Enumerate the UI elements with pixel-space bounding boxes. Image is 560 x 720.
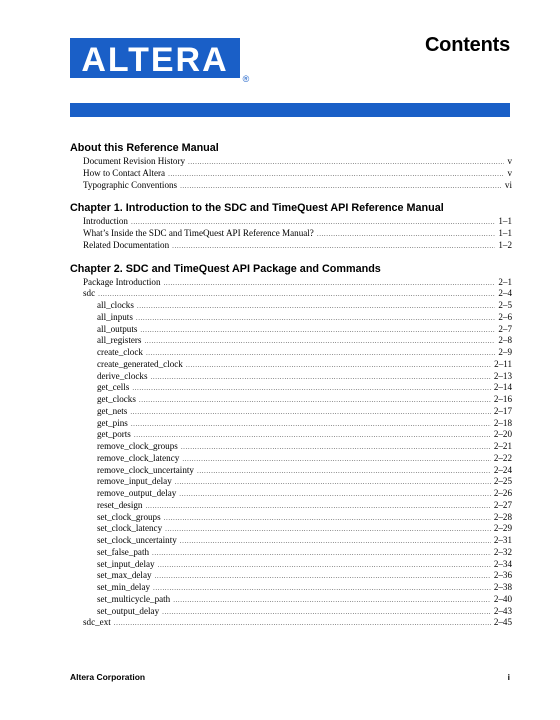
toc-entry-label: get_clocks (97, 394, 136, 404)
footer-page-number: i (507, 672, 510, 682)
toc-entry-label: Document Revision History (83, 156, 186, 166)
dot-leader (188, 157, 504, 169)
toc-entry-label: remove_output_delay (97, 488, 177, 498)
toc-entry[interactable] (70, 347, 512, 359)
toc-entry[interactable] (70, 156, 512, 168)
toc-entry-label: Introduction (83, 216, 128, 227)
toc-entry-page: 2–40 (493, 593, 512, 604)
toc-entry[interactable] (70, 168, 512, 180)
dot-leader (186, 360, 491, 372)
toc-entry-label: all_clocks (97, 300, 134, 310)
section-heading: Chapter 2. SDC and TimeQuest API Package and Commands (70, 262, 381, 275)
toc-entry-page: 2–8 (498, 335, 512, 346)
toc-entry[interactable] (70, 617, 512, 629)
toc-entry[interactable] (70, 418, 512, 430)
toc-entry-label: set_clock_latency (97, 523, 163, 534)
toc-entry[interactable] (70, 382, 512, 394)
dot-leader (180, 181, 502, 193)
dot-leader (146, 348, 495, 360)
dot-leader (165, 524, 491, 536)
toc-entry[interactable] (70, 453, 512, 465)
toc-entry-page: 2–25 (493, 476, 512, 487)
toc-entry[interactable] (70, 606, 512, 618)
logo-wordmark: ALTERA (81, 41, 229, 79)
toc-entry[interactable] (70, 582, 512, 594)
toc-entry[interactable] (70, 180, 512, 192)
toc-entry-label: reset_design (97, 499, 143, 510)
dot-leader (175, 477, 491, 489)
dot-leader (197, 466, 491, 478)
toc-entry[interactable] (70, 300, 512, 312)
toc-entry[interactable] (70, 359, 512, 371)
toc-entry-label: Related Documentation (83, 239, 170, 250)
section-heading: Chapter 1. Introduction to the SDC and TimeQuest API Reference Manual (70, 202, 444, 215)
page-title: Contents (424, 34, 510, 56)
toc-entry-label: set_multicycle_path (97, 593, 171, 604)
toc-entry-label: all_inputs (97, 311, 133, 322)
toc-entry[interactable] (70, 335, 512, 347)
toc-entry-page: 2–6 (498, 311, 512, 322)
toc-entry[interactable] (70, 406, 512, 418)
toc-entry-page: vi (504, 179, 512, 190)
toc-entry-page: 2–11 (494, 358, 512, 369)
dot-leader (139, 395, 491, 407)
altera-logo (70, 38, 252, 86)
dot-leader (134, 430, 491, 442)
dot-leader (131, 419, 491, 431)
dot-leader (137, 301, 495, 313)
toc-entry-page: 2–34 (493, 558, 512, 569)
toc-entry[interactable] (70, 547, 512, 559)
dot-leader (140, 325, 495, 337)
toc-entry-label: derive_clocks (97, 370, 148, 381)
toc-entry-page: 2–36 (493, 570, 512, 581)
dot-leader (152, 548, 491, 560)
toc-entry[interactable] (70, 371, 512, 383)
toc-entry-page: 2–9 (498, 347, 512, 357)
dot-leader (162, 607, 491, 619)
dot-leader (158, 560, 491, 572)
toc-entry-page: 2–45 (493, 617, 512, 628)
toc-entry-label: set_min_delay (97, 582, 151, 592)
toc-entry-label: set_false_path (97, 546, 150, 557)
toc-entry[interactable] (70, 216, 512, 228)
toc-entry-page: 2–5 (498, 300, 512, 310)
toc-entry[interactable] (70, 476, 512, 488)
toc-entry-page: 2–26 (493, 488, 512, 498)
toc-entry-label: remove_input_delay (97, 476, 172, 487)
toc-entry[interactable] (70, 488, 512, 500)
toc-entry-page: v (507, 167, 512, 178)
dot-leader (136, 313, 495, 325)
toc-entry-label: Package Introduction (83, 276, 161, 287)
toc-entry-page: 2–1 (498, 276, 512, 287)
toc-entry-page: 1–2 (498, 239, 512, 250)
toc-entry-label: create_generated_clock (97, 358, 183, 369)
toc-entry-page: 2–16 (493, 394, 512, 404)
dot-leader (98, 289, 495, 301)
toc-entry-label: Typographic Conventions (83, 179, 178, 190)
toc-entry-page: 2–27 (493, 499, 512, 510)
toc-entry-page: 2–38 (493, 582, 512, 592)
toc-entry[interactable] (70, 228, 512, 240)
toc-entry-page: 2–14 (493, 382, 512, 393)
toc-entry-page: 2–7 (498, 323, 512, 334)
toc-entry-page: 2–20 (493, 429, 512, 440)
footer-publisher: Altera Corporation (70, 672, 146, 682)
toc-entry-page: 2–18 (493, 417, 512, 428)
dot-leader (317, 229, 496, 241)
toc-entry[interactable] (70, 288, 512, 300)
toc-entry-label: remove_clock_uncertainty (97, 464, 194, 475)
toc-entry-page: 2–29 (493, 523, 512, 534)
toc-entry[interactable] (70, 441, 512, 453)
dot-leader (153, 583, 491, 595)
toc-entry-label: get_cells (97, 382, 130, 393)
dot-leader (144, 336, 495, 348)
dot-leader (164, 278, 496, 290)
toc-entry-page: v (507, 156, 512, 166)
dot-leader (132, 383, 490, 395)
toc-entry[interactable] (70, 394, 512, 406)
toc-entry-page: 1–1 (498, 228, 512, 238)
dot-leader (173, 595, 491, 607)
toc-entry[interactable] (70, 465, 512, 477)
toc-entry-label: get_ports (97, 429, 131, 440)
toc-entry-page: 2–31 (493, 535, 512, 545)
toc-entry-label: set_output_delay (97, 605, 160, 616)
toc-entry-page: 2–32 (493, 546, 512, 557)
toc-entry-label: get_pins (97, 417, 128, 428)
section-heading: About this Reference Manual (70, 142, 219, 154)
toc-entry-page: 2–28 (493, 511, 512, 522)
dot-leader (179, 489, 491, 501)
toc-entry-label: What’s Inside the SDC and TimeQuest API Reference Manual? (83, 228, 314, 238)
toc-entry-page: 2–22 (493, 452, 512, 463)
toc-entry[interactable] (70, 324, 512, 336)
toc-entry[interactable] (70, 535, 512, 547)
toc-entry[interactable] (70, 277, 512, 289)
toc-entry-label: all_registers (97, 335, 142, 346)
toc-entry[interactable] (70, 429, 512, 441)
dot-leader (130, 407, 491, 419)
dot-leader (168, 169, 504, 181)
toc-entry-label: set_max_delay (97, 570, 152, 581)
dot-leader (155, 571, 491, 583)
toc-entry-label: How to Contact Altera (83, 167, 166, 178)
toc-entry[interactable] (70, 523, 512, 535)
toc-entry[interactable] (70, 240, 512, 252)
dot-leader (172, 241, 495, 253)
toc-entry-label: set_clock_uncertainty (97, 535, 177, 545)
toc-entry[interactable] (70, 500, 512, 512)
toc-entry[interactable] (70, 559, 512, 571)
toc-entry-label: set_clock_groups (97, 511, 161, 522)
toc-entry-page: 2–21 (493, 441, 512, 451)
dot-leader (181, 442, 491, 454)
toc-entry-label: sdc_ext (83, 617, 111, 628)
page-footer (70, 672, 510, 682)
toc-entry[interactable] (70, 594, 512, 606)
toc-entry-label: create_clock (97, 347, 143, 357)
table-of-contents (70, 140, 512, 629)
toc-entry-label: remove_clock_groups (97, 441, 178, 451)
toc-entry-label: remove_clock_latency (97, 452, 180, 463)
dot-leader (164, 513, 491, 525)
toc-entry-label: get_nets (97, 405, 128, 416)
toc-entry[interactable] (70, 312, 512, 324)
toc-entry-label: sdc (83, 288, 96, 299)
dot-leader (180, 536, 491, 548)
dot-leader (182, 454, 491, 466)
toc-entry-label: set_input_delay (97, 558, 155, 569)
toc-entry-page: 2–43 (493, 605, 512, 616)
toc-entry-page: 2–17 (493, 405, 512, 416)
dot-leader (151, 372, 491, 384)
toc-entry-page: 1–1 (498, 216, 512, 227)
header-divider-bar (70, 103, 510, 117)
toc-entry-page: 2–13 (493, 370, 512, 381)
toc-entry[interactable] (70, 570, 512, 582)
toc-entry-page: 2–4 (498, 288, 512, 299)
toc-entry[interactable] (70, 512, 512, 524)
dot-leader (114, 618, 491, 630)
registered-mark: ® (242, 74, 250, 84)
toc-entry-label: all_outputs (97, 323, 138, 334)
toc-entry-page: 2–24 (493, 464, 512, 475)
dot-leader (145, 501, 490, 513)
